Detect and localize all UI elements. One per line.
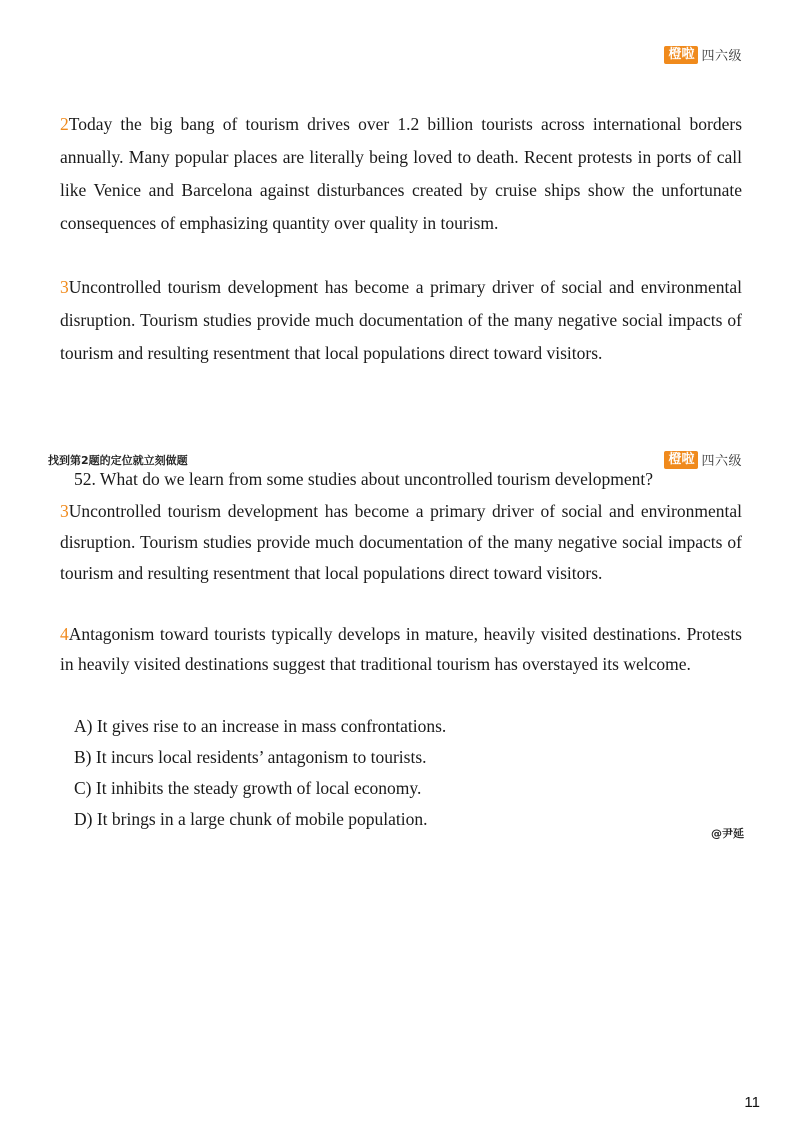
option-d: D) It brings in a large chunk of mobile population. xyxy=(74,809,428,829)
brand-logo-mid xyxy=(664,450,742,469)
paragraph-text: Antagonism toward tourists typically develops in mature, heavily visited destinations. Protests in heavily visited destinations suggest that traditional tourism has overstayed its welcome. xyxy=(60,624,742,674)
question-52: 52. What do we learn from some studies about uncontrolled tourism development? xyxy=(74,469,653,489)
option-a: A) It gives rise to an increase in mass confrontations. xyxy=(74,716,447,736)
brand-label: 四六级 xyxy=(701,49,742,64)
paragraph-3-repeat xyxy=(60,496,742,589)
brand-label: 四六级 xyxy=(701,454,742,469)
paragraph-text: Uncontrolled tourism development has become a primary driver of social and environmental disruption. Tourism studies provide much documentation of the many negative social impacts of tourism and resulting resentment that local populations direct toward visitors. xyxy=(60,501,742,583)
option-b: B) It incurs local residents’ antagonism to tourists. xyxy=(74,747,427,767)
answer-options xyxy=(74,711,446,835)
paragraph-text: Uncontrolled tourism development has become a primary driver of social and environmental disruption. Tourism studies provide much documentation of the many negative social impacts of tourism and resulting resentment that local populations direct toward visitors. xyxy=(60,277,742,363)
paragraph-number: 3 xyxy=(60,277,69,297)
page-number: 11 xyxy=(744,1094,760,1111)
brand-logo-top xyxy=(664,45,742,64)
brand-badge: 橙啦 xyxy=(664,46,698,64)
author-signature: @尹延 xyxy=(711,827,744,840)
locate-note: 找到第2题的定位就立刻做题 xyxy=(48,454,188,467)
paragraph-number: 4 xyxy=(60,624,69,644)
paragraph-number: 2 xyxy=(60,114,69,134)
brand-badge: 橙啦 xyxy=(664,451,698,469)
paragraph-text: Today the big bang of tourism drives over 1.2 billion tourists across international borders annually. Many popular places are literally being loved to death. Recent protests in ports of call like Venice and Barcelona against disturbances created by cruise ships show the unfortunate consequences of emphasizing quantity over quality in tourism. xyxy=(60,114,742,233)
paragraph-4 xyxy=(60,619,742,679)
paragraph-number: 3 xyxy=(60,501,69,521)
paragraph-2 xyxy=(60,108,742,240)
option-c: C) It inhibits the steady growth of local economy. xyxy=(74,778,422,798)
paragraph-3 xyxy=(60,271,742,370)
